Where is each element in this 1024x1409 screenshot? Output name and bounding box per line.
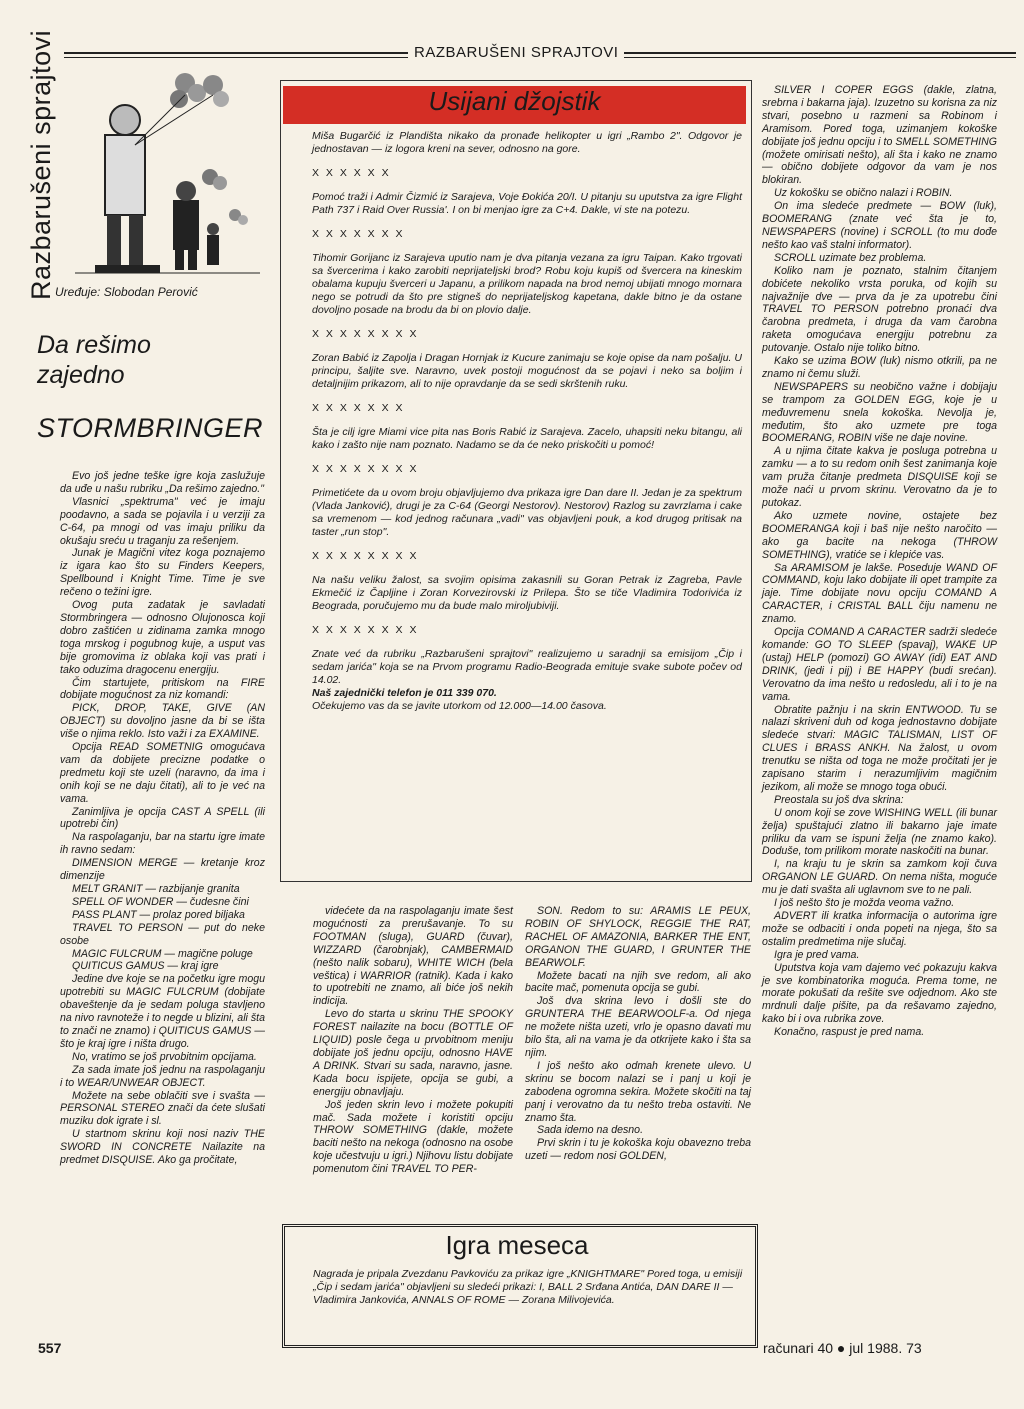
paragraph: Čim startujete, pritiskom na FIRE dobijate mogućnost za niz komandi: bbox=[60, 676, 265, 702]
separator: X X X X X X X bbox=[312, 228, 405, 240]
paragraph: Prvi skrin i tu je kokoška koju obavezno treba uzeti — redom nosi GOLDEN, bbox=[525, 1137, 751, 1163]
box-paragraph: Miša Bugarčić iz Plandišta nikako da pronađe helikopter u igri „Rambo 2". Odgovor je jednostavan — iz logora kreni na sever, odnosno na gore. bbox=[312, 130, 742, 155]
paragraph: Uputstva koja vam dajemo već pokazuju kakva je sve kombinatorika moguća. Prema tome, ne morate pokušati da rešite sve odjednom. Ako ste mrdnuli dalje pišite, pa da rešavamo zajedno, kako bi i ova rubrika zove. bbox=[762, 961, 997, 1026]
paragraph: Evo još jedne teške igre koja zaslužuje da uđe u našu rubriku „Da rešimo zajedno." bbox=[60, 470, 265, 495]
box-paragraph: Znate već da rubriku „Razbarušeni sprajtovi" realizujemo u saradnji sa emisijom „Čip i sedam jarića" koja se na Prvom programu Radio-Beograda emituje svake subote počev od 14.02. bbox=[312, 648, 742, 686]
article-column-4 bbox=[762, 84, 997, 1039]
paragraph: DIMENSION MERGE — kretanje kroz dimenzije bbox=[60, 857, 265, 883]
paragraph: Još jeden skrin levo i možete pokupiti mač. Sada možete i koristiti opciju THROW SOMETHING (dakle, možete baciti nešto na nekoga (odnosno na osobe koje učestvuju u igri.) Njihovu listu dobijate pomenutom čini TRAVEL TO PER- bbox=[313, 1098, 513, 1176]
paragraph: MAGIC FULCRUM — magične poluge bbox=[72, 947, 253, 960]
paragraph: Jedine dve koje se na početku igre mogu upotrebiti su MAGIC FULCRUM (dobijate obaveštenje da je sedam poluga stavljeno na nivo ravnoteže i to negde u blizini, ali šta to znači ne znamo) i QUITICUS GAMUS — što je kraj igre i ništa drugo. bbox=[60, 973, 265, 1050]
paragraph: Sada idemo na desno. bbox=[537, 1124, 644, 1137]
paragraph: ADVERT ili kratka informacija o autorima igre može se odbaciti i onda popeti na njega, što sa ostalim predmetima nije slučaj. bbox=[762, 910, 997, 948]
paragraph: NEWSPAPERS su neobično važne i dobijaju se trampom za GOLDEN EGG, koje je u međuvremenu snela kokoška. Nevolja je, međutim, što ako uzmete pre toga BOOMERANG, ROBIN više ne daje novine. bbox=[762, 380, 997, 445]
paragraph: Ako uzmete novine, ostajete bez BOOMERANGA koji i baš nije nešto naročito — ako ga bacite na nekoga (THROW SOMETHING), vratiće se i klepiće vas. bbox=[762, 509, 997, 561]
paragraph: Za sada imate još jednu na raspolaganju i to WEAR/UNWEAR OBJECT. bbox=[60, 1063, 265, 1089]
separator: X X X X X X X X bbox=[312, 624, 419, 636]
header-title: RAZBARUŠENI SPRAJTOVI bbox=[408, 44, 624, 61]
paragraph: U onom koji se zove WISHING WELL (ili bunar želja) spuštajući zlatno ili bakarno jaje imate priliku da vam se ispuni želja (ne znamo kako). Doduše, tom prilikom morate naskočiti na bunar. bbox=[762, 806, 997, 858]
paragraph: Junak je Magični vitez koga poznajemo iz igara kao što su Finders Keepers, Spellbound i Knight Time. Time je sve rečeno o težini igre. bbox=[60, 547, 265, 599]
paragraph: Možete bacati na njih sve redom, ali ako bacite mač, pomenuta opcija se gubi. bbox=[525, 969, 751, 995]
box-phone: Naš zajednički telefon je 011 339 070. bbox=[312, 687, 497, 699]
game-of-month-title: Igra meseca bbox=[445, 1230, 589, 1260]
separator: X X X X X X X bbox=[312, 402, 405, 414]
paragraph: U startnom skrinu koji nosi naziv THE SWORD IN CONCRETE Nailazite na predmet DISQUISE. Ako ga pročitate, bbox=[60, 1128, 265, 1167]
paragraph: Koliko nam je poznato, stalnim čitanjem dobićete nekoliko vrsta poruka, od kojih su najvažnije dve — prva da je za upotrebu čini TRAVEL TO PERSON potrebno pronaći dva čarobna predmeta, i druga da vam čarobna raketa omogućava energiju potrebnu za putovanje. Ostalo nije toliko bitno. bbox=[762, 264, 997, 355]
joystick-box-body bbox=[312, 130, 742, 713]
game-title: STORMBRINGER bbox=[37, 413, 264, 443]
paragraph: Na raspolaganju, bar na startu igre imate ih ravno sedam: bbox=[60, 831, 265, 857]
box-paragraph: Zoran Babić iz Zapolja i Dragan Hornjak iz Kucure zanimaju se koje opise da nam pošalju. U principu, šaljite sve. Naravno, uvek postoji mogućnost da se pojavi i neko sa boljim i detaljnijim prikazom, ali to nije opravdanje da se sedi skrštenih ruku. bbox=[312, 352, 742, 390]
paragraph: videćete da na raspolaganju imate šest mogućnosti za prerušavanje. To su FOOTMAN (sluga), GUARD (čuvar), WIZZARD (čarobnjak), CAMBERMAID (nešto nalik sobaru), WHITE WICH (bela veštica) i WARRIOR (ratnik). Kada i kako to upotrebiti ne znamo, ali biće još nekih indicija. bbox=[313, 905, 513, 1008]
paragraph: I, na kraju tu je skrin sa zamkom koji čuva ORGANON LE GUARD. On nema ništa, moguće mu je dati svašta ali uglavnom sve to ne pali. bbox=[762, 858, 997, 897]
separator: X X X X X X X X bbox=[312, 550, 419, 562]
paragraph: Vlasnici „spektruma" već je imaju poodavno, a sada se pojavila i u verziji za C-64, pa mnogi od vas imaju priliku da okušaju sreću u traganju za rešenjem. bbox=[60, 495, 265, 547]
paragraph: Sa ARAMISOM je lakše. Poseduje WAND OF COMMAND, koju lako dobijate ili opet trampite za jaje. Time dobijate novu opciju COMAND A CARACTER, i CRISTAL BALL čiju namenu ne znamo. bbox=[762, 561, 997, 626]
box-paragraph: Šta je cilj igre Miami vice pita nas Boris Rabić iz Sarajeva. Zacelo, uhapsiti neku bitangu, ali kako i zašto nije nam poznato. Nadamo se da će neko priskočiti u pomoć! bbox=[312, 426, 742, 451]
paragraph: Konačno, raspust je pred nama. bbox=[774, 1026, 925, 1039]
mascot-illustration-icon bbox=[75, 65, 260, 275]
paragraph: No, vratimo se još prvobitnim opcijama. bbox=[72, 1050, 257, 1063]
paragraph: Obratite pažnju i na skrin ENTWOOD. Tu se nalazi skriveni duh od koga jednostavno dobijate sledeće stvari: MAGIC TALISMAN, LIST OF CLUES i BRASS ANKH. Na žalost, u ovom trenutku se ništa od toga ne može pročitati jer je zapisano starim i nerazumljivim magičnim jezikom, ali može se mnogo toga obući. bbox=[762, 703, 997, 793]
article-column-2 bbox=[313, 905, 513, 1176]
paragraph: SON. Redom to su: ARAMIS LE PEUX, ROBIN OF SHYLOCK, REGGIE THE RAT, RACHEL OF AMAZONIA, BARKER THE ENT, ORGANON THE GUARD, I GRUNTER THE BEARWOLF. bbox=[525, 905, 751, 969]
editor-credit: Uređuje: Slobodan Perović bbox=[55, 285, 198, 299]
box-paragraph: Očekujemo vas da se javite utorkom od 12.000—14.00 časova. bbox=[312, 700, 607, 712]
separator: X X X X X X bbox=[312, 167, 391, 179]
article-column-1 bbox=[60, 470, 265, 1167]
paragraph: PASS PLANT — prolaz pored biljaka bbox=[72, 908, 245, 921]
paragraph: Još dva skrina levo i došli ste do GRUNTERA THE BEARWOOLF-a. Od njega ne možete ništa uzeti, vrlo je opasno davati mu bilo šta, ali na vama je da otkrijete kako i šta sa njim. bbox=[525, 995, 751, 1059]
article-column-3 bbox=[525, 905, 751, 1163]
box-paragraph: Pomoć traži i Admir Čizmić iz Sarajeva, Voje Đokića 20/I. U pitanju su uputstva za igre Flight Path 737 i Raid Over Russia'. I on bi menjao igre za C+4. Dakle, vi ste na potezu. bbox=[312, 191, 742, 216]
paragraph: Ovog puta zadatak je savladati Stormbringera — odnosno Olujonosca koji dobro zaštićen u zidinama zamka mnogo toga mrskog i pogubnog kuje, a usput vas bije gromovima iz oblaka koji vas prati i tako oduzima dragocenu energiju. bbox=[60, 599, 265, 676]
paragraph: Preostala su još dva skrina: bbox=[774, 793, 904, 806]
box-paragraph: Na našu veliku žalost, sa svojim opisima zakasnili su Goran Petrak iz Zagreba, Pavle Ekmečić iz Čapljine i Zoran Korvezirovski iz Prilepa. Što se tiče Vladimira Todorivića iz Beograda, poručujemo mu da bude malo miroljubiviji. bbox=[312, 574, 742, 612]
paragraph: Levo do starta u skrinu THE SPOOKY FOREST nailazite na bocu (BOTTLE OF LIQUID) posle čega u prvobitnom meniju dobijate još jednu opciju, odnosno HAVE A DRINK. Stvari su sada, naravno, jasne. Kada bocu ispijete, opcija se gubi, a energiju obnavljaju. bbox=[313, 1008, 513, 1098]
paragraph: Igra je pred vama. bbox=[774, 948, 860, 961]
box-paragraph: Primetićete da u ovom broju objavljujemo dva prikaza igre Dan dare II. Jedan je za spektrum (Vlada Janković), drugi je za C-64 (Georgi Nestorov). Nestorov) Razlog su zavrzlama i cake sa vremenom — kod jednog računara „vadi" vas objavljeni pouk, a kod drugog pritisak na taster „run stop". bbox=[312, 487, 742, 538]
joystick-box-title: Usijani džojstik bbox=[428, 86, 601, 116]
paragraph: QUITICUS GAMUS — kraj igre bbox=[72, 960, 219, 973]
paragraph: A u njima čitate kakva je posluga potrebna u zamku — a to su redom onih šest zanimanja koje vam pruža čitanje predmeta DISQUISE koji se može naći u prvom skrinu. Verovatno da je to putokaz. bbox=[762, 445, 997, 509]
paragraph: Možete na sebe oblačiti sve i svašta — PERSONAL STEREO znači da ćete slušati muziku dok igrate i sl. bbox=[60, 1089, 265, 1128]
paragraph: I još nešto ako odmah krenete ulevo. U skrinu se bocom nalazi se i panj u koji je zabodena ogromna sekira. Možete skočiti na taj panj i verovatno da tu nešto treba ostaviti. Ne znamo šta. bbox=[525, 1059, 751, 1124]
box-paragraph: Tihomir Gorijanc iz Sarajeva uputio nam je dva pitanja vezana za igru Taipan. Kako trgovati sa švercerima i kako zarobiti neprijateljski brod? Robu koju kupiš od švercera na kineskim obalama kupuju šverceri u Japanu, a prilikom napada na brod nemoj ubijati mnogo mornara nego se potrudi da što pre stigneš do neprijateljskog kapetana, dakle bitno je da ostane dovoljno posade na brodu da bi on plovio dalje. bbox=[312, 252, 742, 316]
page-number-left: 557 bbox=[38, 1340, 62, 1356]
paragraph: I još nešto što je možda veoma važno. bbox=[774, 897, 955, 910]
paragraph: Uz kokošku se obično nalazi i ROBIN. bbox=[774, 187, 953, 200]
joystick-box-header bbox=[283, 86, 746, 124]
vertical-section-title: Razbarušeni sprajtovi bbox=[26, 29, 56, 300]
paragraph: PICK, DROP, TAKE, GIVE (AN OBJECT) su dovoljno jasne da bi se išta više o njima reklo. Isto važi i za EXAMINE. bbox=[60, 702, 265, 741]
paragraph: MELT GRANIT — razbijanje granita bbox=[72, 883, 240, 895]
paragraph: On ima sledeće predmete — BOW (luk), BOOMERANG (znate već šta je to, NEWSPAPERS (novine) i SCROLL (to mu dođe nešto kao vaš stalni informator). bbox=[762, 200, 997, 251]
paragraph: SILVER I COPER EGGS (dakle, zlatna, srebrna i bakarna jaja). Izuzetno su korisna za niz stvari, posebno u razmeni sa Robinom i Aramisom. Pored toga, uzimanjem kokoške dobijate još jednu opciju i to SMELL SOMETHING (možete omirisati nešto), ali šta i kako ne znamo — obično dobijete odgovor da vam je nos blokiran. bbox=[762, 84, 997, 187]
separator: X X X X X X X X bbox=[312, 463, 419, 475]
paragraph: Kako se uzima BOW (luk) nismo otkrili, pa ne znamo ni čemu služi. bbox=[762, 355, 997, 380]
separator: X X X X X X X X bbox=[312, 328, 419, 340]
paragraph: Opcija COMAND A CARACTER sadrži sledeće komande: GO TO SLEEP (spavaj), WAKE UP (ustaj) HELP (pomozi) GO AWAY (idi) EAT AND DRINK, (jedi i pij) i BE HAPPY (budi srećan). Verovatno da ima nešto u redosledu, ali i to je na vama. bbox=[762, 626, 997, 703]
paragraph: Zanimljiva je opcija CAST A SPELL (ili upotrebi čin) bbox=[60, 805, 265, 831]
paragraph: SPELL OF WONDER — čudesne čini bbox=[72, 895, 249, 908]
section-heading: Da rešimo zajedno bbox=[37, 331, 151, 389]
paragraph: SCROLL uzimate bez problema. bbox=[774, 251, 927, 264]
paragraph: Opcija READ SOMETNIG omogućava vam da dobijete precizne podatke o predmetu koji ste uzeli (naravno, da ima i onih koji se ne daju čitati), ali to je već na vama. bbox=[60, 741, 265, 805]
paragraph: TRAVEL TO PERSON — put do neke osobe bbox=[60, 921, 265, 947]
game-of-month-text: Nagrada je pripala Zvezdanu Pavkoviću za prikaz igre „KNIGHTMARE" Pored toga, u emisiji „Čip i sedam jarića" objavljeni su sledeći prikazi: I, BALL 2 Srđana Antića, DAN DARE II — Vladimira Jankovića, ANNALS OF ROME — Zorana Milivojevića. bbox=[313, 1268, 743, 1306]
page-footer-right: računari 40 ● jul 1988. 73 bbox=[763, 1340, 922, 1356]
